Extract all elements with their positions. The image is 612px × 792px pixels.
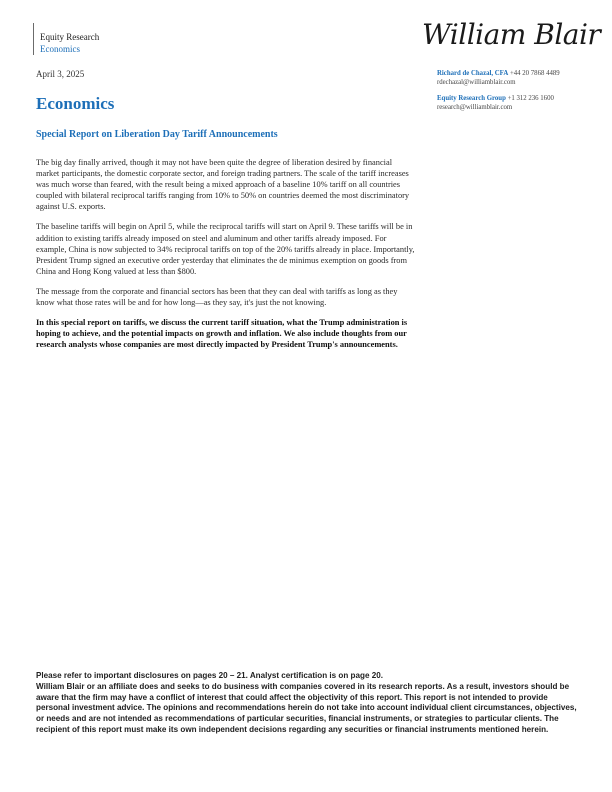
report-body	[36, 157, 416, 359]
analyst-name[interactable]: Richard de Chazal, CFA	[437, 70, 509, 77]
william-blair-logo: William Blair	[422, 18, 601, 51]
analyst-email[interactable]: rdechazal@williamblair.com	[437, 78, 516, 86]
header-divider	[33, 23, 34, 55]
disclosure-line-1: Please refer to important disclosures on pages 20 – 21. Analyst certification is on page 20.	[36, 671, 383, 680]
group-phone: +1 312 236 1600	[507, 95, 554, 102]
summary-paragraph: In this special report on tariffs, we discuss the current tariff situation, what the Trump administration is hoping to achieve, and the potential impacts on growth and inflation. We also include thoughts from our research analysts whose companies are most directly impacted by President Trump's announcements.	[36, 318, 408, 350]
analyst-phone: +44 20 7868 4489	[509, 70, 560, 77]
disclosure-line-2: William Blair or an affiliate does and seeks to do business with companies covered in its research reports. As a result, investors should be aware that the firm may have a conflict of interest that could affect the objectivity of this report. This report is not intended to provide personal investment advice. The opinions and recommendations herein do not take into account individual client circumstances, objectives, or needs and are not intended as recommendations of particular securities, financial instruments, or strategies to particular clients. The recipient of this report must make its own independent decisions regarding any securities or financial instruments mentioned herein.	[36, 681, 577, 734]
disclosure-block	[36, 671, 581, 736]
body-paragraph-1: The big day finally arrived, though it may not have been quite the degree of liberation desired by financial market participants, the domestic corporate sector, and foreign trading partners. The scale of the tariff increases was much worse than feared, with the result being a mixed approach of a baseline 10% tariff on all countries coupled with bilateral reciprocal tariffs ranging from 10% to 50% on countries deemed the most discriminatory against U.S. exports.	[36, 158, 410, 212]
department-label: Equity Research	[40, 32, 100, 42]
report-date: April 3, 2025	[36, 69, 85, 79]
analyst-contact	[437, 70, 560, 87]
body-paragraph-2: The baseline tariffs will begin on April 5, while the reciprocal tariffs will start on April 9. These tariffs will be in addition to existing tariffs already imposed on steel and aluminum and other tariffs already imposed. For example, China is now subjected to 34% reciprocal tariffs on top of the 20% tariffs already in place. Importantly, President Trump signed an executive order yesterday that eliminates the de minimus exemption on goods from China and Hong Kong valued at less than $800.	[36, 222, 415, 276]
report-subtitle: Special Report on Liberation Day Tariff Announcements	[36, 129, 278, 140]
section-label: Economics	[40, 44, 80, 54]
group-contact	[437, 95, 554, 112]
group-name[interactable]: Equity Research Group	[437, 95, 506, 102]
page-title: Economics	[36, 94, 115, 113]
group-email[interactable]: research@williamblair.com	[437, 103, 513, 111]
body-paragraph-3: The message from the corporate and financial sectors has been that they can deal with tariffs as long as they know what those rates will be and for how long—as they say, it's just the not knowing.	[36, 286, 398, 308]
